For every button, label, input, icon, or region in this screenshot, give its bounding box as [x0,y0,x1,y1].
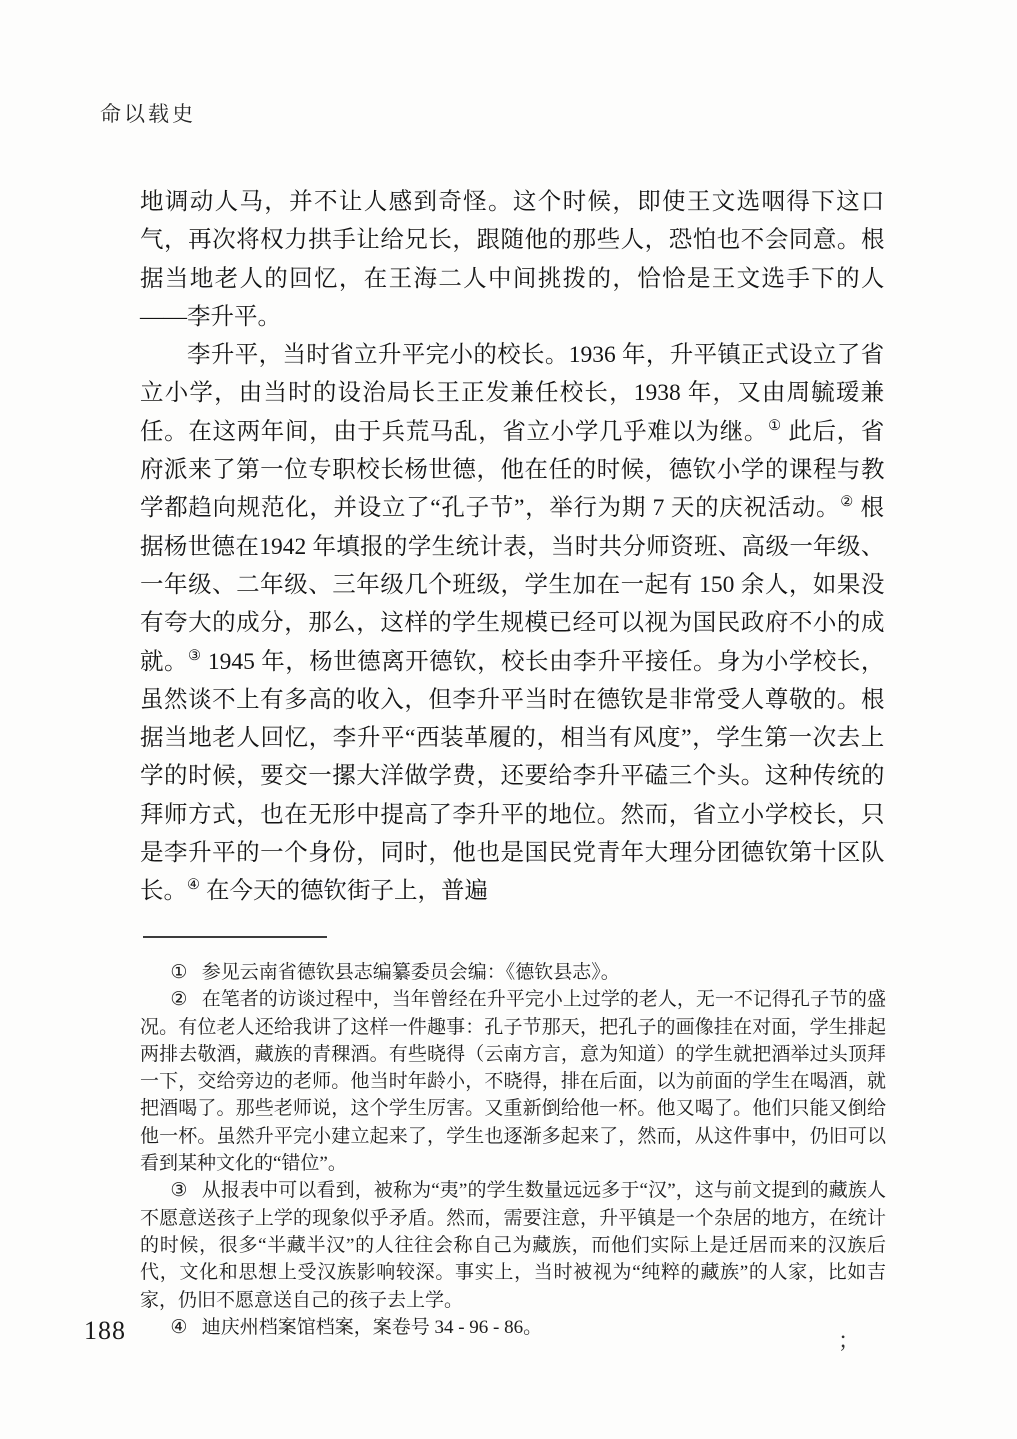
footnote-marker: ③ [170,1180,188,1202]
running-header: 命以载史 [100,102,196,126]
footnote-2 [140,986,886,1177]
footnote-marker: ① [170,962,188,983]
footnote-reference: ① [768,417,782,434]
footnote-marker: ② [170,989,188,1011]
footnote-marker: ④ [170,1316,188,1338]
scan-artifact-mark: ； [838,1328,861,1353]
page-number: 188 [84,1316,126,1345]
footnote-reference: ③ [187,647,202,664]
footnote-separator [143,936,327,938]
paragraph-main: 李升平，当时省立升平完小的校长。1936 年，升平镇正式设立了省立小学，由当时的设治局长王正发兼任校长，1938 年，又由周毓瑷兼任。在这两年间，由于兵荒马乱，省立小学几乎难以为继。① 此后，省府派来了第一位专职校长杨世德，他在任的时候，德钦小学的课程与教学都趋向规范化，并设立了“孔子节”，举行为期 7 天的庆祝活动。② 根据杨世德在1942 年填报的学生统计表，当时共分师资班、高级一年级、一年级、二年级、三年级几个班级，学生加在一起有 150 余人，如果没有夸大的成分，那么，这样的学生规模已经可以视为国民政府不小的成就。③ 1945 年，杨世德离开德钦，校长由李升平接任。身为小学校长，虽然谈不上有多高的收入，但李升平当时在德钦是非常受人尊敬的。根据当地老人回忆，李升平“西装革履的，相当有风度”，学生第一次去上学的时候，要交一摞大洋做学费，还要给李升平磕三个头。这种传统的拜师方式，也在无形中提高了李升平的地位。然而，省立小学校长，只是李升平的一个身份，同时，他也是国民党青年大理分团德钦第十区队长。④ 在今天的德钦街子上，普遍 [140,342,885,905]
footnote-1 [140,959,886,986]
footnote-reference: ② [840,494,854,511]
footnote-text: 迪庆州档案馆档案，案卷号 34 - 96 - 86。 [201,1316,543,1338]
footnote-reference: ④ [187,877,201,894]
footnote-text: 在笔者的访谈过程中，当年曾经在升平完小上过学的老人，无一不记得孔子节的盛况。有位老人还给我讲了这样一件趣事：孔子节那天，把孔子的画像挂在对面，学生排起两排去敬酒，藏族的青稞酒。有些晓得（云南方言，意为知道）的学生就把酒举过头顶拜一下，交给旁边的老师。他当时年龄小，不晓得，排在后面，以为前面的学生在喝酒，就把酒喝了。那些老师说，这个学生厉害。又重新倒给他一杯。他又喝了。他们只能又倒给他一杯。虽然升平完小建立起来了，学生也逐渐多起来了，然而，从这件事中，仍旧可以看到某种文化的“错位”。 [140,989,886,1175]
footnote-3 [140,1177,886,1313]
footnotes-block [140,959,886,1341]
paragraph-continuation: 地调动人马，并不让人感到奇怪。这个时候，即使王文选咽得下这口气，再次将权力拱手让给兄长，跟随他的那些人，恐怕也不会同意。根据当地老人的回忆，在王海二人中间挑拨的，恰恰是王文选手下的人——李升平。 [140,189,885,330]
footnote-text: 参见云南省德钦县志编纂委员会编：《德钦县志》。 [201,962,620,983]
footnote-text: 从报表中可以看到，被称为“夷”的学生数量远远多于“汉”，这与前文提到的藏族人不愿意送孩子上学的现象似乎矛盾。然而，需要注意，升平镇是一个杂居的地方，在统计的时候，很多“半藏半汉”的人往往会称自己为藏族，而他们实际上是迁居而来的汉族后代，文化和思想上受汉族影响较深。事实上，当时被视为“纯粹的藏族”的人家，比如吉家，仍旧不愿意送自己的孩子去上学。 [140,1180,886,1311]
footnote-4 [140,1314,886,1341]
body-text [140,183,884,911]
